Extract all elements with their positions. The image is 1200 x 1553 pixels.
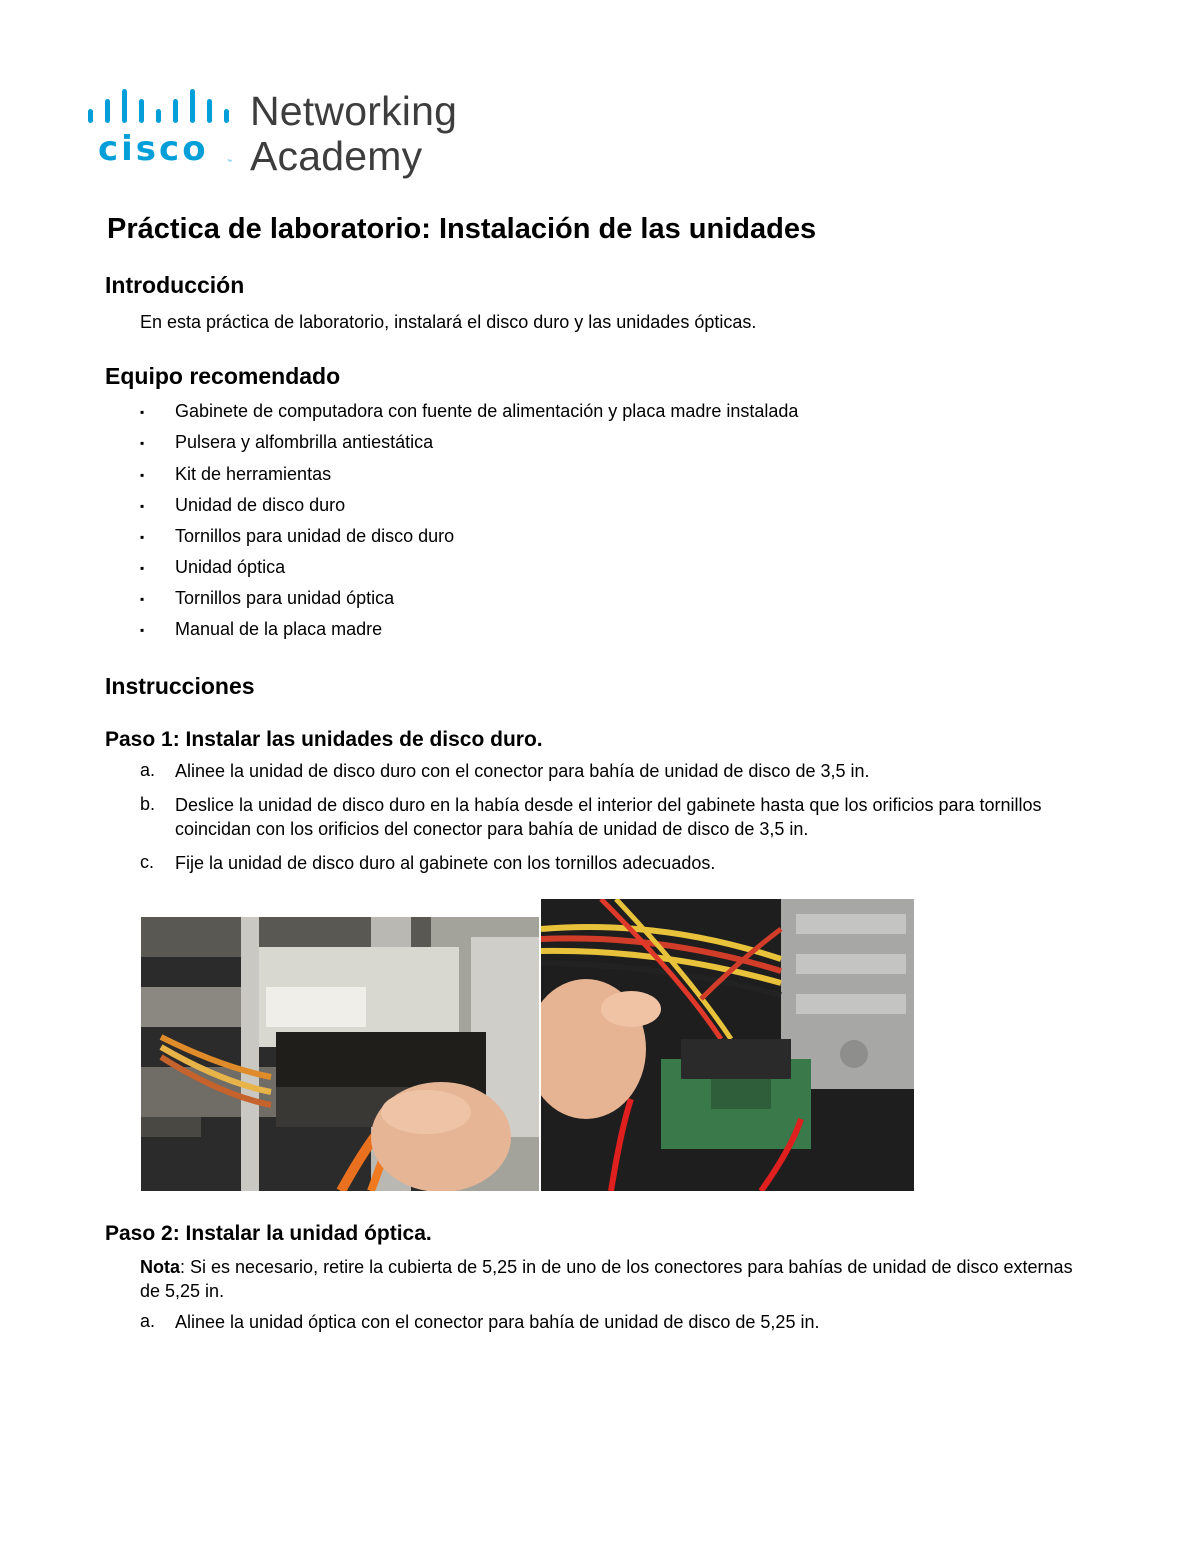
cisco-networking-academy-logo	[84, 86, 474, 182]
logo-networking-text: Networking	[250, 88, 458, 134]
cisco-wordmark: cisco	[98, 129, 209, 169]
equipment-item: Unidad de disco duro	[175, 495, 346, 515]
equipment-item: Tornillos para unidad óptica	[175, 588, 395, 608]
sata-cable-install-photo	[541, 899, 914, 1191]
step-marker: b.	[140, 794, 156, 814]
step-marker: a.	[140, 760, 156, 780]
step1-item-a: Alinee la unidad de disco duro con el conector para bahía de unidad de disco de 3,5 in.	[175, 761, 870, 781]
step2-heading: Paso 2: Instalar la unidad óptica.	[105, 1222, 432, 1245]
logo-academy-text: Academy	[250, 133, 423, 179]
equipment-item: Pulsera y alfombrilla antiestática	[175, 432, 434, 452]
step1-heading: Paso 1: Instalar las unidades de disco duro.	[105, 728, 543, 751]
equipment-item: Kit de herramientas	[175, 464, 332, 484]
instructions-heading: Instrucciones	[105, 673, 255, 699]
equipment-item: Tornillos para unidad de disco duro	[175, 526, 455, 546]
equipment-heading: Equipo recomendado	[105, 363, 341, 389]
step-marker: c.	[140, 852, 155, 872]
bullet-marker: ▪	[140, 623, 145, 637]
note-text: : Si es necesario, retire la cubierta de 5,25 in de uno de los conectores para bahías de unidad de disco externas de 5,25 in.	[140, 1257, 1073, 1301]
equipment-item: Unidad óptica	[175, 557, 286, 577]
bullet-marker: ▪	[140, 561, 145, 575]
document-title: Práctica de laboratorio: Instalación de las unidades	[107, 213, 817, 245]
step1-item-b: Deslice la unidad de disco duro en la había desde el interior del gabinete hasta que los orificios para tornillos coincidan con los orificios del conector para bahía de unidad de disco de 3,5 in.	[175, 795, 1042, 839]
bullet-marker: ▪	[140, 468, 145, 482]
bullet-marker: ▪	[140, 405, 145, 419]
intro-text: En esta práctica de laboratorio, instalará el disco duro y las unidades ópticas.	[140, 312, 757, 332]
step2-note	[140, 1255, 1090, 1303]
hard-drive-install-photo	[141, 917, 539, 1191]
trademark-mark: ™	[227, 159, 232, 165]
step1-item-c: Fije la unidad de disco duro al gabinete con los tornillos adecuados.	[175, 853, 716, 873]
step-marker: a.	[140, 1311, 156, 1331]
bullet-marker: ▪	[140, 499, 145, 513]
equipment-item: Gabinete de computadora con fuente de alimentación y placa madre instalada	[175, 401, 799, 421]
cisco-bars-icon	[84, 86, 234, 131]
equipment-item: Manual de la placa madre	[175, 619, 383, 639]
bullet-marker: ▪	[140, 592, 145, 606]
bullet-marker: ▪	[140, 530, 145, 544]
step2-item-a: Alinee la unidad óptica con el conector para bahía de unidad de disco de 5,25 in.	[175, 1312, 820, 1332]
note-label: Nota	[140, 1257, 180, 1277]
bullet-marker: ▪	[140, 436, 145, 450]
intro-heading: Introducción	[105, 272, 245, 298]
